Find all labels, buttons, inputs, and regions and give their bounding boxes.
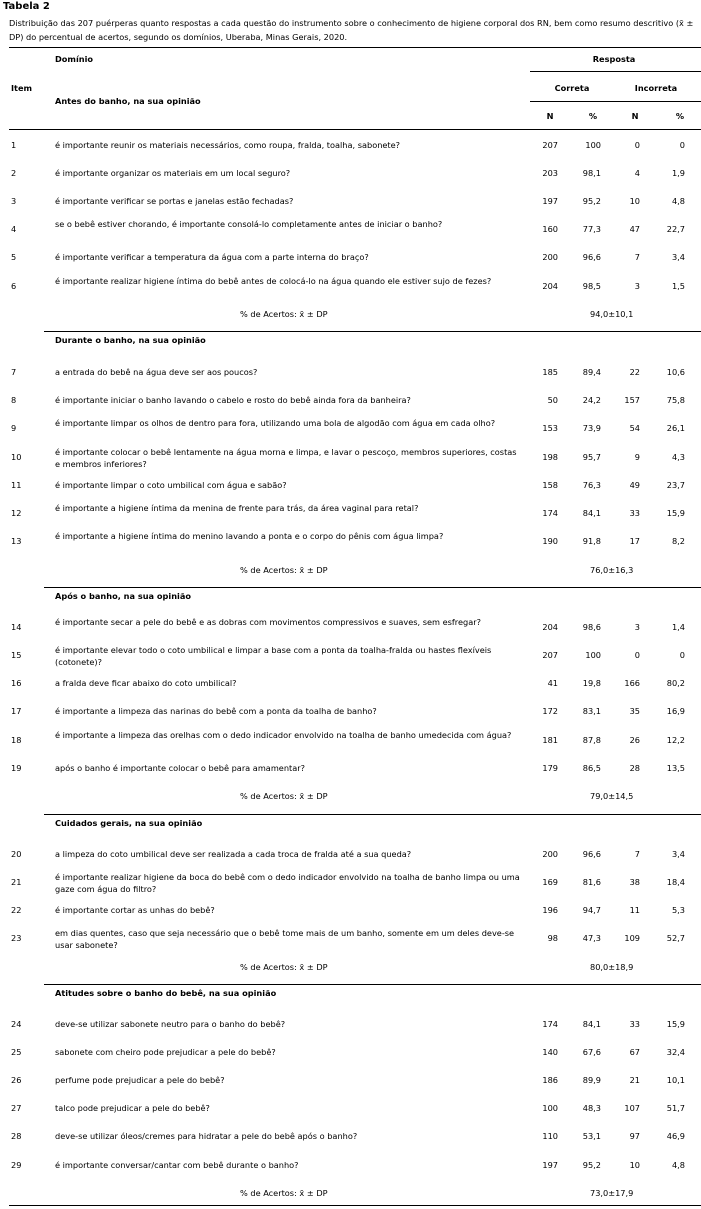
row-pct-incorreta: 4,3 [671,452,685,462]
row-question: é importante verificar a temperatura da água com a parte interna do braço? [55,252,369,262]
row-pct-correta: 98,6 [582,622,601,632]
summary-value: 94,0±10,1 [590,309,634,319]
row-question: é importante realizar higiene da boca do bebê com o dedo indicador envolvido na toalha de banho limpa ou uma gaze com água do filtro? [55,872,520,894]
row-n-correta: 197 [542,196,558,206]
row-pct-correta: 47,3 [582,933,601,943]
header-bottom-rule [9,129,701,130]
row-n-correta: 41 [547,678,558,688]
row-pct-correta: 89,4 [582,367,601,377]
row-item-number: 8 [11,395,17,405]
row-n-correta: 153 [542,423,558,433]
row-pct-incorreta: 1,4 [671,622,685,632]
row-question: sabonete com cheiro pode prejudicar a pele do bebê? [55,1047,276,1057]
header-n-incorreta: N [631,111,639,121]
row-n-incorreta: 17 [629,536,640,546]
row-n-correta: 196 [542,905,558,915]
row-n-incorreta: 3 [634,281,640,291]
row-n-incorreta: 9 [634,452,640,462]
row-pct-incorreta: 52,7 [666,933,685,943]
row-n-incorreta: 35 [629,706,640,716]
row-item-number: 2 [11,168,17,178]
row-item-number: 28 [11,1131,22,1141]
row-question: é importante a limpeza das orelhas com o dedo indicador envolvido na toalha de banho umedecida com água? [55,730,512,740]
row-question: se o bebê estiver chorando, é importante consolá-lo completamente antes de iniciar o banho? [55,219,443,229]
row-n-correta: 110 [542,1131,558,1141]
row-pct-incorreta: 10,6 [666,367,685,377]
summary-value: 79,0±14,5 [590,791,634,801]
row-item-number: 7 [11,367,17,377]
row-n-correta: 198 [542,452,558,462]
summary-label: % de Acertos: x̄ ± DP [240,791,328,801]
row-item-number: 1 [11,140,17,150]
row-pct-incorreta: 32,4 [666,1047,685,1057]
row-n-incorreta: 7 [634,849,640,859]
row-n-correta: 140 [542,1047,558,1057]
row-n-correta: 203 [542,168,558,178]
row-n-correta: 204 [542,622,558,632]
row-pct-correta: 84,1 [582,508,601,518]
row-item-number: 20 [11,849,22,859]
row-pct-correta: 86,5 [582,763,601,773]
row-question: é importante verificar se portas e janelas estão fechadas? [55,196,294,206]
row-n-incorreta: 10 [629,1160,640,1170]
row-question: é importante secar a pele do bebê e as dobras com movimentos compressivos e suaves, sem esfregar? [55,617,481,627]
row-question: é importante a limpeza das narinas do bebê com a ponta da toalha de banho? [55,706,377,716]
row-pct-correta: 19,8 [582,678,601,688]
row-n-incorreta: 4 [634,168,640,178]
row-n-correta: 174 [542,508,558,518]
summary-value: 76,0±16,3 [590,565,634,575]
row-pct-incorreta: 3,4 [671,252,685,262]
section-title: Atitudes sobre o banho do bebê, na sua opinião [55,988,277,998]
header-incorreta: Incorreta [634,83,678,93]
row-n-incorreta: 0 [634,140,640,150]
row-question: é importante iniciar o banho lavando o cabelo e rosto do bebê ainda fora da banheira? [55,395,411,405]
row-n-incorreta: 107 [624,1103,640,1113]
row-pct-correta: 95,2 [582,196,601,206]
row-n-incorreta: 3 [634,622,640,632]
section-title: Cuidados gerais, na sua opinião [55,818,203,828]
row-question: deve-se utilizar óleos/cremes para hidratar a pele do bebê após o banho? [55,1131,358,1141]
row-n-correta: 204 [542,281,558,291]
bottom-rule [9,1205,701,1206]
resposta-rule [530,71,701,72]
row-n-incorreta: 26 [629,735,640,745]
row-pct-incorreta: 0 [679,650,685,660]
row-item-number: 18 [11,735,22,745]
row-pct-correta: 83,1 [582,706,601,716]
row-pct-incorreta: 0 [679,140,685,150]
section-title: Durante o banho, na sua opinião [55,335,206,345]
summary-value: 73,0±17,9 [590,1188,634,1198]
row-pct-correta: 81,6 [582,877,601,887]
row-pct-incorreta: 3,4 [671,849,685,859]
row-n-incorreta: 49 [629,480,640,490]
row-pct-correta: 84,1 [582,1019,601,1029]
row-n-incorreta: 166 [624,678,640,688]
row-pct-correta: 73,9 [582,423,601,433]
row-n-correta: 50 [547,395,558,405]
row-n-incorreta: 38 [629,877,640,887]
row-item-number: 25 [11,1047,22,1057]
row-question: é importante a higiene íntima da menina de frente para trás, da área vaginal para retal? [55,503,419,513]
row-n-correta: 160 [542,224,558,234]
row-item-number: 6 [11,281,17,291]
row-n-incorreta: 33 [629,508,640,518]
row-n-incorreta: 109 [624,933,640,943]
section-rule [44,814,701,815]
row-question: é importante realizar higiene íntima do bebê antes de colocá-lo na água quando ele estiver sujo de fezes? [55,276,492,286]
row-item-number: 11 [11,480,22,490]
row-n-incorreta: 22 [629,367,640,377]
header-pct-correta: % [588,111,598,121]
row-n-incorreta: 67 [629,1047,640,1057]
row-item-number: 26 [11,1075,22,1085]
row-pct-correta: 94,7 [582,905,601,915]
row-pct-correta: 100 [585,140,601,150]
row-question: perfume pode prejudicar a pele do bebê? [55,1075,225,1085]
row-question: é importante colocar o bebê lentamente na água morna e limpa, e lavar o pescoço, membros superiores, costas e membros inferiores? [55,447,517,469]
row-n-correta: 172 [542,706,558,716]
row-question: a limpeza do coto umbilical deve ser realizada a cada troca de fralda até a sua queda? [55,849,412,859]
section-title: Após o banho, na sua opinião [55,591,192,601]
row-n-incorreta: 0 [634,650,640,660]
header-resposta: Resposta [592,54,636,64]
row-pct-incorreta: 15,9 [666,508,685,518]
row-pct-incorreta: 75,8 [666,395,685,405]
row-item-number: 19 [11,763,22,773]
row-pct-correta: 95,2 [582,1160,601,1170]
row-item-number: 27 [11,1103,22,1113]
row-n-correta: 181 [542,735,558,745]
row-item-number: 22 [11,905,22,915]
row-n-correta: 98 [547,933,558,943]
row-question: é importante a higiene íntima do menino lavando a ponta e o corpo do pênis com água limpa? [55,531,444,541]
row-pct-correta: 98,5 [582,281,601,291]
row-pct-correta: 24,2 [582,395,601,405]
row-item-number: 21 [11,877,22,887]
row-pct-correta: 96,6 [582,252,601,262]
row-question: é importante conversar/cantar com bebê durante o banho? [55,1160,299,1170]
row-pct-correta: 89,9 [582,1075,601,1085]
row-pct-correta: 76,3 [582,480,601,490]
row-pct-correta: 67,6 [582,1047,601,1057]
row-item-number: 16 [11,678,22,688]
row-question: é importante reunir os materiais necessários, como roupa, fralda, toalha, sabonete? [55,140,401,150]
row-pct-incorreta: 15,9 [666,1019,685,1029]
correta-rule [530,101,701,102]
summary-label: % de Acertos: x̄ ± DP [240,962,328,972]
row-pct-correta: 87,8 [582,735,601,745]
row-pct-incorreta: 16,9 [666,706,685,716]
row-pct-correta: 95,7 [582,452,601,462]
row-pct-incorreta: 10,1 [666,1075,685,1085]
row-item-number: 4 [11,224,17,234]
row-question: é importante limpar os olhos de dentro para fora, utilizando uma bola de algodão com água em cada olho? [55,418,496,428]
row-n-correta: 200 [542,849,558,859]
row-n-correta: 190 [542,536,558,546]
row-n-correta: 200 [542,252,558,262]
row-n-incorreta: 47 [629,224,640,234]
row-n-correta: 207 [542,140,558,150]
row-n-correta: 169 [542,877,558,887]
row-item-number: 3 [11,196,17,206]
header-pct-incorreta: % [675,111,685,121]
row-pct-incorreta: 13,5 [666,763,685,773]
row-question: talco pode prejudicar a pele do bebê? [55,1103,210,1113]
row-question: a entrada do bebê na água deve ser aos poucos? [55,367,258,377]
row-n-incorreta: 11 [629,905,640,915]
row-question: deve-se utilizar sabonete neutro para o banho do bebê? [55,1019,286,1029]
row-n-correta: 158 [542,480,558,490]
header-item: Item [11,83,33,93]
row-item-number: 10 [11,452,22,462]
row-n-incorreta: 21 [629,1075,640,1085]
row-n-incorreta: 28 [629,763,640,773]
row-pct-incorreta: 51,7 [666,1103,685,1113]
summary-label: % de Acertos: x̄ ± DP [240,1188,328,1198]
top-rule [9,47,701,48]
row-n-incorreta: 157 [624,395,640,405]
section-title: Antes do banho, na sua opinião [55,96,201,106]
row-question: a fralda deve ficar abaixo do coto umbilical? [55,678,237,688]
row-n-incorreta: 97 [629,1131,640,1141]
row-n-correta: 197 [542,1160,558,1170]
section-rule [44,984,701,985]
table-label: Tabela 2 [3,1,50,12]
header-correta: Correta [554,83,590,93]
row-item-number: 17 [11,706,22,716]
row-item-number: 23 [11,933,22,943]
row-n-correta: 185 [542,367,558,377]
row-pct-correta: 100 [585,650,601,660]
row-pct-incorreta: 1,9 [671,168,685,178]
row-pct-correta: 48,3 [582,1103,601,1113]
row-pct-incorreta: 4,8 [671,1160,685,1170]
header-n-correta: N [546,111,554,121]
row-pct-incorreta: 22,7 [666,224,685,234]
row-question: em dias quentes, caso que seja necessário que o bebê tome mais de um banho, somente em um deles deve-se usar sabonete? [55,928,515,950]
row-item-number: 14 [11,622,22,632]
row-pct-correta: 91,8 [582,536,601,546]
row-pct-incorreta: 46,9 [666,1131,685,1141]
header-dominio: Domínio [55,54,94,64]
row-n-incorreta: 7 [634,252,640,262]
summary-label: % de Acertos: x̄ ± DP [240,309,328,319]
row-pct-incorreta: 1,5 [671,281,685,291]
row-n-correta: 100 [542,1103,558,1113]
section-rule [44,587,701,588]
summary-value: 80,0±18,9 [590,962,634,972]
row-pct-incorreta: 12,2 [666,735,685,745]
row-question: é importante elevar todo o coto umbilical e limpar a base com a ponta da toalha-fralda ou hastes flexíveis (cotonete)? [55,645,492,667]
row-pct-incorreta: 4,8 [671,196,685,206]
row-question: após o banho é importante colocar o bebê para amamentar? [55,763,305,773]
row-item-number: 29 [11,1160,22,1170]
row-item-number: 15 [11,650,22,660]
row-n-correta: 174 [542,1019,558,1029]
row-n-incorreta: 10 [629,196,640,206]
row-pct-incorreta: 23,7 [666,480,685,490]
row-item-number: 13 [11,536,22,546]
row-item-number: 24 [11,1019,22,1029]
row-pct-incorreta: 18,4 [666,877,685,887]
section-rule [44,331,701,332]
row-pct-correta: 96,6 [582,849,601,859]
row-question: é importante limpar o coto umbilical com água e sabão? [55,480,287,490]
row-pct-correta: 77,3 [582,224,601,234]
row-item-number: 5 [11,252,17,262]
row-n-incorreta: 54 [629,423,640,433]
row-question: é importante organizar os materiais em um local seguro? [55,168,291,178]
row-question: é importante cortar as unhas do bebê? [55,905,215,915]
row-n-correta: 186 [542,1075,558,1085]
row-pct-incorreta: 26,1 [666,423,685,433]
row-pct-correta: 53,1 [582,1131,601,1141]
row-pct-incorreta: 5,3 [671,905,685,915]
row-n-correta: 179 [542,763,558,773]
row-item-number: 12 [11,508,22,518]
row-pct-incorreta: 80,2 [666,678,685,688]
row-n-correta: 207 [542,650,558,660]
row-n-incorreta: 33 [629,1019,640,1029]
row-pct-correta: 98,1 [582,168,601,178]
summary-label: % de Acertos: x̄ ± DP [240,565,328,575]
row-item-number: 9 [11,423,17,433]
row-pct-incorreta: 8,2 [671,536,685,546]
table-caption: Distribuição das 207 puérperas quanto respostas a cada questão do instrumento sobre o conhecimento de higiene corporal dos RN, bem como resumo descritivo (x̄ ± DP) do percentual de acertos, segundo os domínios, Uberaba, Minas Gerais, 2020. [9,18,694,42]
